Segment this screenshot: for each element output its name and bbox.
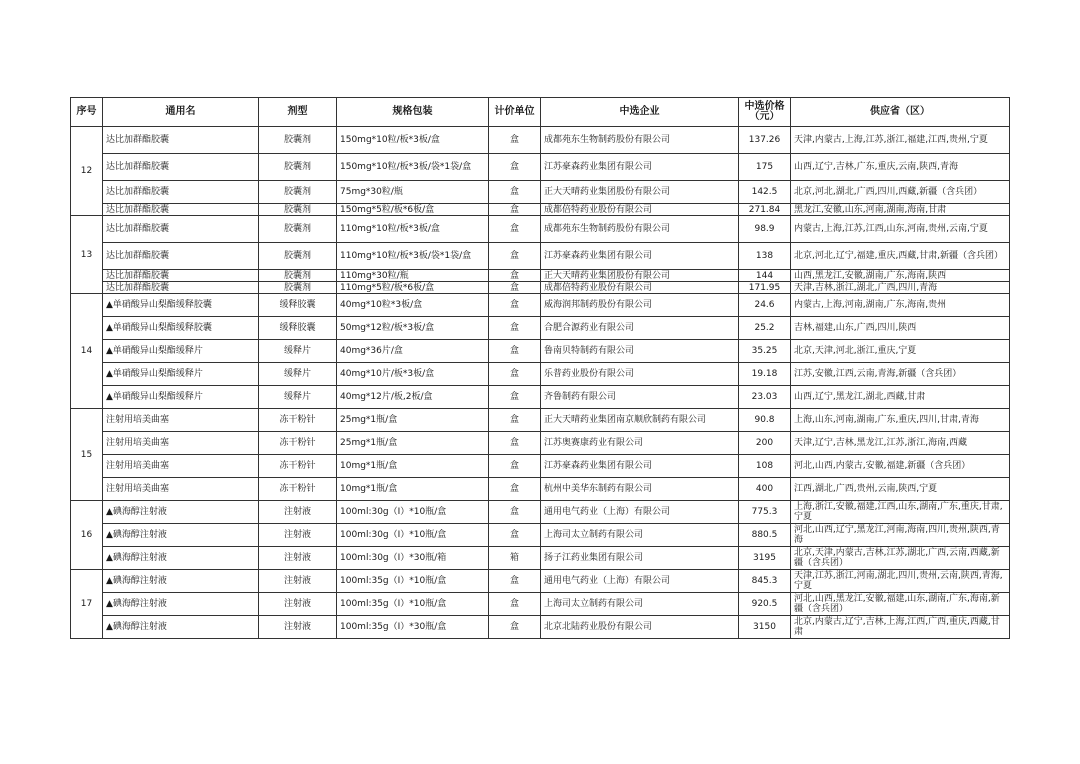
spec-package-cell: 100ml:35g（I）*10瓶/盒: [337, 593, 489, 616]
dosage-form-cell: 胶囊剂: [259, 243, 337, 270]
price-cell: 271.84: [739, 204, 791, 216]
table-row: [71, 616, 1010, 639]
provinces-cell: 河北,山西,辽宁,黑龙江,河南,海南,四川,贵州,陕西,青海: [791, 524, 1010, 547]
unit-cell: 盒: [489, 386, 541, 409]
dosage-form-cell: 注射液: [259, 547, 337, 570]
unit-cell: 盒: [489, 127, 541, 154]
provinces-cell: 天津,内蒙古,上海,江苏,浙江,福建,江西,贵州,宁夏: [791, 127, 1010, 154]
generic-name-cell: 注射用培美曲塞: [103, 478, 259, 501]
company-cell: 杭州中美华东制药有限公司: [541, 478, 739, 501]
table-row: [71, 593, 1010, 616]
provinces-cell: 北京,河北,湖北,广西,四川,西藏,新疆（含兵团）: [791, 181, 1010, 204]
company-cell: 正大天晴药业集团南京顺欣制药有限公司: [541, 409, 739, 432]
price-cell: 3195: [739, 547, 791, 570]
unit-cell: 盒: [489, 216, 541, 243]
price-cell: 23.03: [739, 386, 791, 409]
company-cell: 上海司太立制药有限公司: [541, 593, 739, 616]
table-row: [71, 340, 1010, 363]
price-cell: 138: [739, 243, 791, 270]
company-cell: 正大天晴药业集团股份有限公司: [541, 270, 739, 282]
company-cell: 江苏奥赛康药业有限公司: [541, 432, 739, 455]
dosage-form-cell: 胶囊剂: [259, 204, 337, 216]
table-row: [71, 409, 1010, 432]
header-provinces: 供应省（区）: [791, 98, 1010, 127]
dosage-form-cell: 冻干粉针: [259, 478, 337, 501]
generic-name-cell: 达比加群酯胶囊: [103, 216, 259, 243]
seq-cell: 14: [71, 294, 103, 409]
header-price: 中选价格（元）: [739, 98, 791, 127]
unit-cell: 盒: [489, 409, 541, 432]
company-cell: 乐普药业股份有限公司: [541, 363, 739, 386]
provinces-cell: 黑龙江,安徽,山东,河南,湖南,海南,甘肃: [791, 204, 1010, 216]
company-cell: 通用电气药业（上海）有限公司: [541, 501, 739, 524]
unit-cell: 盒: [489, 455, 541, 478]
price-cell: 35.25: [739, 340, 791, 363]
price-cell: 3150: [739, 616, 791, 639]
spec-package-cell: 110mg*10粒/板*3板/盒: [337, 216, 489, 243]
price-cell: 98.9: [739, 216, 791, 243]
spec-package-cell: 100ml:30g（I）*30瓶/箱: [337, 547, 489, 570]
table-row: [71, 363, 1010, 386]
generic-name-cell: ▲单硝酸异山梨酯缓释胶囊: [103, 317, 259, 340]
spec-package-cell: 25mg*1瓶/盒: [337, 432, 489, 455]
spec-package-cell: 100ml:30g（I）*10瓶/盒: [337, 524, 489, 547]
provinces-cell: 北京,河北,辽宁,福建,重庆,西藏,甘肃,新疆（含兵团）: [791, 243, 1010, 270]
generic-name-cell: ▲单硝酸异山梨酯缓释胶囊: [103, 294, 259, 317]
spec-package-cell: 40mg*10片/板*3板/盒: [337, 363, 489, 386]
table-row: [71, 154, 1010, 181]
header-company: 中选企业: [541, 98, 739, 127]
table-row: [71, 478, 1010, 501]
dosage-form-cell: 胶囊剂: [259, 127, 337, 154]
seq-cell: 17: [71, 570, 103, 639]
dosage-form-cell: 注射液: [259, 524, 337, 547]
unit-cell: 盒: [489, 593, 541, 616]
price-cell: 142.5: [739, 181, 791, 204]
generic-name-cell: 注射用培美曲塞: [103, 455, 259, 478]
unit-cell: 盒: [489, 181, 541, 204]
provinces-cell: 山西,黑龙江,安徽,湖南,广东,海南,陕西: [791, 270, 1010, 282]
company-cell: 北京北陆药业股份有限公司: [541, 616, 739, 639]
dosage-form-cell: 胶囊剂: [259, 282, 337, 294]
company-cell: 正大天晴药业集团股份有限公司: [541, 181, 739, 204]
generic-name-cell: ▲碘海醇注射液: [103, 616, 259, 639]
dosage-form-cell: 缓释胶囊: [259, 294, 337, 317]
spec-package-cell: 150mg*10粒/板*3板/盒: [337, 127, 489, 154]
price-cell: 108: [739, 455, 791, 478]
provinces-cell: 江苏,安徽,江西,云南,青海,新疆（含兵团）: [791, 363, 1010, 386]
table-row: [71, 432, 1010, 455]
generic-name-cell: 达比加群酯胶囊: [103, 270, 259, 282]
spec-package-cell: 110mg*5粒/板*6板/盒: [337, 282, 489, 294]
generic-name-cell: ▲碘海醇注射液: [103, 570, 259, 593]
spec-package-cell: 25mg*1瓶/盒: [337, 409, 489, 432]
dosage-form-cell: 胶囊剂: [259, 181, 337, 204]
unit-cell: 盒: [489, 270, 541, 282]
unit-cell: 盒: [489, 154, 541, 181]
seq-cell: 13: [71, 216, 103, 294]
provinces-cell: 天津,辽宁,吉林,黑龙江,江苏,浙江,海南,西藏: [791, 432, 1010, 455]
provinces-cell: 内蒙古,上海,江苏,江西,山东,河南,贵州,云南,宁夏: [791, 216, 1010, 243]
spec-package-cell: 40mg*10粒*3板/盒: [337, 294, 489, 317]
generic-name-cell: ▲单硝酸异山梨酯缓释片: [103, 363, 259, 386]
price-cell: 880.5: [739, 524, 791, 547]
price-cell: 137.26: [739, 127, 791, 154]
spec-package-cell: 40mg*36片/盒: [337, 340, 489, 363]
spec-package-cell: 40mg*12片/板,2板/盒: [337, 386, 489, 409]
generic-name-cell: ▲碘海醇注射液: [103, 547, 259, 570]
spec-package-cell: 10mg*1瓶/盒: [337, 455, 489, 478]
header-seq: 序号: [71, 98, 103, 127]
generic-name-cell: 注射用培美曲塞: [103, 409, 259, 432]
generic-name-cell: 达比加群酯胶囊: [103, 282, 259, 294]
unit-cell: 盒: [489, 524, 541, 547]
seq-cell: 16: [71, 501, 103, 570]
spec-package-cell: 150mg*5粒/板*6板/盒: [337, 204, 489, 216]
spec-package-cell: 100ml:35g（I）*30瓶/盒: [337, 616, 489, 639]
generic-name-cell: 达比加群酯胶囊: [103, 243, 259, 270]
company-cell: 齐鲁制药有限公司: [541, 386, 739, 409]
unit-cell: 盒: [489, 317, 541, 340]
procurement-table: [70, 97, 1010, 639]
unit-cell: 盒: [489, 478, 541, 501]
provinces-cell: 河北,山西,内蒙古,安徽,福建,新疆（含兵团）: [791, 455, 1010, 478]
price-cell: 90.8: [739, 409, 791, 432]
company-cell: 威海润邦制药股份有限公司: [541, 294, 739, 317]
generic-name-cell: ▲单硝酸异山梨酯缓释片: [103, 340, 259, 363]
table-row: [71, 243, 1010, 270]
dosage-form-cell: 缓释胶囊: [259, 317, 337, 340]
price-cell: 920.5: [739, 593, 791, 616]
table-row: [71, 181, 1010, 204]
unit-cell: 盒: [489, 501, 541, 524]
dosage-form-cell: 缓释片: [259, 340, 337, 363]
table-row: [71, 547, 1010, 570]
price-cell: 175: [739, 154, 791, 181]
price-cell: 144: [739, 270, 791, 282]
dosage-form-cell: 注射液: [259, 616, 337, 639]
company-cell: 江苏豪森药业集团有限公司: [541, 455, 739, 478]
generic-name-cell: 注射用培美曲塞: [103, 432, 259, 455]
price-cell: 775.3: [739, 501, 791, 524]
provinces-cell: 江西,湖北,广西,贵州,云南,陕西,宁夏: [791, 478, 1010, 501]
company-cell: 成都苑东生物制药股份有限公司: [541, 216, 739, 243]
company-cell: 成都倍特药业股份有限公司: [541, 282, 739, 294]
unit-cell: 盒: [489, 363, 541, 386]
generic-name-cell: ▲单硝酸异山梨酯缓释片: [103, 386, 259, 409]
table-row: [71, 501, 1010, 524]
dosage-form-cell: 注射液: [259, 570, 337, 593]
spec-package-cell: 50mg*12粒/板*3板/盒: [337, 317, 489, 340]
company-cell: 扬子江药业集团有限公司: [541, 547, 739, 570]
unit-cell: 盒: [489, 243, 541, 270]
table-row: [71, 294, 1010, 317]
seq-cell: 15: [71, 409, 103, 501]
unit-cell: 盒: [489, 340, 541, 363]
table-row: [71, 216, 1010, 243]
provinces-cell: 河北,山西,黑龙江,安徽,福建,山东,湖南,广东,海南,新疆（含兵团）: [791, 593, 1010, 616]
header-row: [71, 98, 1010, 127]
seq-cell: 12: [71, 127, 103, 216]
provinces-cell: 山西,辽宁,黑龙江,湖北,西藏,甘肃: [791, 386, 1010, 409]
company-cell: 鲁南贝特制药有限公司: [541, 340, 739, 363]
generic-name-cell: 达比加群酯胶囊: [103, 154, 259, 181]
table-row: [71, 570, 1010, 593]
dosage-form-cell: 胶囊剂: [259, 216, 337, 243]
table-row: [71, 127, 1010, 154]
price-cell: 24.6: [739, 294, 791, 317]
table-body: [71, 127, 1010, 639]
company-cell: 江苏豪森药业集团有限公司: [541, 154, 739, 181]
table-row: [71, 282, 1010, 294]
provinces-cell: 天津,江苏,浙江,河南,湖北,四川,贵州,云南,陕西,青海,宁夏: [791, 570, 1010, 593]
unit-cell: 盒: [489, 282, 541, 294]
price-cell: 200: [739, 432, 791, 455]
unit-cell: 盒: [489, 570, 541, 593]
dosage-form-cell: 胶囊剂: [259, 270, 337, 282]
provinces-cell: 内蒙古,上海,河南,湖南,广东,海南,贵州: [791, 294, 1010, 317]
spec-package-cell: 75mg*30粒/瓶: [337, 181, 489, 204]
company-cell: 上海司太立制药有限公司: [541, 524, 739, 547]
provinces-cell: 山西,辽宁,吉林,广东,重庆,云南,陕西,青海: [791, 154, 1010, 181]
header-spec-package: 规格包装: [337, 98, 489, 127]
company-cell: 合肥合源药业有限公司: [541, 317, 739, 340]
table-row: [71, 317, 1010, 340]
generic-name-cell: ▲碘海醇注射液: [103, 524, 259, 547]
company-cell: 成都倍特药业股份有限公司: [541, 204, 739, 216]
provinces-cell: 吉林,福建,山东,广西,四川,陕西: [791, 317, 1010, 340]
table-row: [71, 524, 1010, 547]
company-cell: 江苏豪森药业集团有限公司: [541, 243, 739, 270]
provinces-cell: 天津,吉林,浙江,湖北,广西,四川,青海: [791, 282, 1010, 294]
spec-package-cell: 10mg*1瓶/盒: [337, 478, 489, 501]
unit-cell: 盒: [489, 432, 541, 455]
spec-package-cell: 100ml:30g（I）*10瓶/盒: [337, 501, 489, 524]
table-row: [71, 386, 1010, 409]
spec-package-cell: 100ml:35g（I）*10瓶/盒: [337, 570, 489, 593]
table-row: [71, 204, 1010, 216]
dosage-form-cell: 冻干粉针: [259, 409, 337, 432]
generic-name-cell: 达比加群酯胶囊: [103, 204, 259, 216]
price-cell: 171.95: [739, 282, 791, 294]
dosage-form-cell: 注射液: [259, 593, 337, 616]
generic-name-cell: ▲碘海醇注射液: [103, 501, 259, 524]
generic-name-cell: 达比加群酯胶囊: [103, 127, 259, 154]
spec-package-cell: 110mg*30粒/瓶: [337, 270, 489, 282]
header-unit: 计价单位: [489, 98, 541, 127]
company-cell: 成都苑东生物制药股份有限公司: [541, 127, 739, 154]
provinces-cell: 北京,内蒙古,辽宁,吉林,上海,江西,广西,重庆,西藏,甘肃: [791, 616, 1010, 639]
price-cell: 19.18: [739, 363, 791, 386]
unit-cell: 盒: [489, 294, 541, 317]
unit-cell: 盒: [489, 204, 541, 216]
unit-cell: 箱: [489, 547, 541, 570]
price-cell: 25.2: [739, 317, 791, 340]
dosage-form-cell: 冻干粉针: [259, 455, 337, 478]
unit-cell: 盒: [489, 616, 541, 639]
header-dosage-form: 剂型: [259, 98, 337, 127]
table-row: [71, 270, 1010, 282]
dosage-form-cell: 缓释片: [259, 363, 337, 386]
provinces-cell: 北京,天津,内蒙古,吉林,江苏,湖北,广西,云南,西藏,新疆（含兵团）: [791, 547, 1010, 570]
header-generic-name: 通用名: [103, 98, 259, 127]
spec-package-cell: 110mg*10粒/板*3板/袋*1袋/盒: [337, 243, 489, 270]
dosage-form-cell: 胶囊剂: [259, 154, 337, 181]
dosage-form-cell: 冻干粉针: [259, 432, 337, 455]
generic-name-cell: ▲碘海醇注射液: [103, 593, 259, 616]
provinces-cell: 北京,天津,河北,浙江,重庆,宁夏: [791, 340, 1010, 363]
generic-name-cell: 达比加群酯胶囊: [103, 181, 259, 204]
price-cell: 845.3: [739, 570, 791, 593]
price-cell: 400: [739, 478, 791, 501]
spec-package-cell: 150mg*10粒/板*3板/袋*1袋/盒: [337, 154, 489, 181]
provinces-cell: 上海,浙江,安徽,福建,江西,山东,湖南,广东,重庆,甘肃,宁夏: [791, 501, 1010, 524]
provinces-cell: 上海,山东,河南,湖南,广东,重庆,四川,甘肃,青海: [791, 409, 1010, 432]
dosage-form-cell: 缓释片: [259, 386, 337, 409]
company-cell: 通用电气药业（上海）有限公司: [541, 570, 739, 593]
dosage-form-cell: 注射液: [259, 501, 337, 524]
table-row: [71, 455, 1010, 478]
